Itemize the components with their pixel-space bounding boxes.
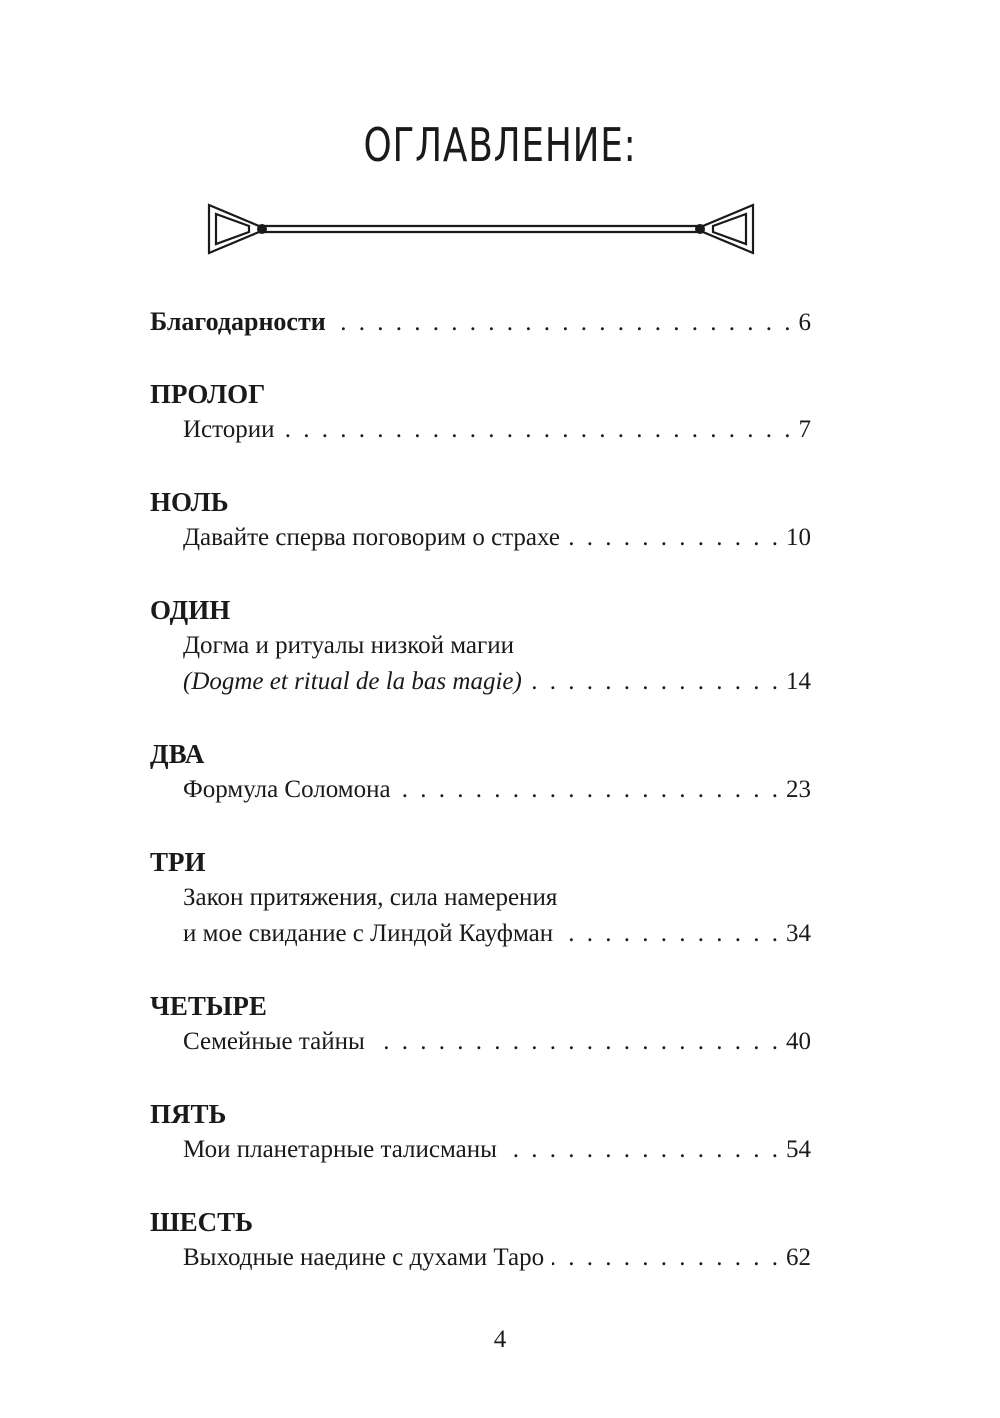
toc-entry[interactable] — [150, 520, 811, 556]
toc-entry[interactable] — [150, 1240, 811, 1276]
dot-leader — [334, 305, 791, 341]
toc-entry-page: 10 — [786, 524, 811, 551]
dot-leader — [373, 1024, 778, 1060]
toc-entry-label: Семейные тайны — [183, 1028, 365, 1055]
dot-leader — [530, 664, 778, 700]
toc-section-prologue — [150, 376, 811, 448]
toc-section-heading: ЧЕТЫРЕ — [150, 991, 267, 1021]
page-number: 4 — [493, 1326, 507, 1353]
dot-leader — [399, 772, 778, 808]
toc-section-three — [150, 844, 811, 952]
toc-entry-label: Мои планетарные талисманы — [183, 1136, 497, 1163]
toc-entry-page: 62 — [786, 1244, 811, 1271]
toc-entry[interactable] — [150, 664, 811, 700]
toc-entry-label: и мое свидание с Линдой Кауфман — [183, 920, 554, 947]
toc-section-heading: ТРИ — [150, 847, 206, 877]
toc-entry[interactable] — [150, 1132, 811, 1168]
dot-leader — [561, 916, 778, 952]
toc-entry-page: 40 — [786, 1028, 811, 1055]
toc-entry-label: Давайте сперва поговорим о страхе — [183, 524, 561, 551]
toc-entry-first-line[interactable]: Закон притяжения, сила намерения — [183, 884, 558, 911]
toc-entry-page: 23 — [786, 776, 811, 803]
toc-entry[interactable] — [150, 1024, 811, 1060]
table-of-contents — [150, 304, 811, 1312]
toc-section-heading: ДВА — [150, 739, 205, 769]
dot-leader — [283, 412, 791, 448]
toc-entry-label: Формула Соломона — [183, 776, 391, 803]
toc-entry-first-line[interactable]: Догма и ритуалы низкой магии — [183, 632, 514, 659]
toc-entry-page: 14 — [786, 668, 811, 695]
toc-section-six — [150, 1204, 811, 1276]
toc-section-heading: ПЯТЬ — [150, 1099, 227, 1129]
toc-entry-page: 7 — [798, 416, 811, 443]
title-divider-ornament — [205, 202, 757, 256]
toc-entry[interactable] — [150, 916, 811, 952]
toc-section-one — [150, 592, 811, 700]
toc-front-matter — [150, 304, 811, 340]
toc-section-heading: ШЕСТЬ — [150, 1207, 254, 1237]
toc-section-zero — [150, 484, 811, 556]
page-title: ОГЛАВЛЕНИЕ: — [363, 118, 637, 172]
toc-section-four — [150, 988, 811, 1060]
dot-leader — [552, 1240, 778, 1276]
toc-entry-label: Истории — [183, 416, 275, 443]
toc-entry-label: Выходные наедине с духами Таро — [183, 1244, 545, 1271]
toc-section-heading: ПРОЛОГ — [150, 379, 266, 409]
toc-entry-page: 6 — [798, 309, 811, 336]
toc-section-five — [150, 1096, 811, 1168]
toc-entry-acknowledgements[interactable] — [150, 304, 811, 340]
toc-entry-label: (Dogme et ritual de la bas magie) — [183, 668, 522, 695]
toc-section-heading: ОДИН — [150, 595, 231, 625]
toc-section-heading: НОЛЬ — [150, 487, 229, 517]
toc-entry-page: 34 — [786, 920, 811, 947]
dot-leader — [505, 1132, 778, 1168]
toc-entry[interactable] — [150, 772, 811, 808]
toc-section-two — [150, 736, 811, 808]
toc-entry-page: 54 — [786, 1136, 811, 1163]
toc-entry[interactable] — [150, 412, 811, 448]
toc-entry-label: Благодарности — [150, 307, 326, 336]
dot-leader — [568, 520, 778, 556]
